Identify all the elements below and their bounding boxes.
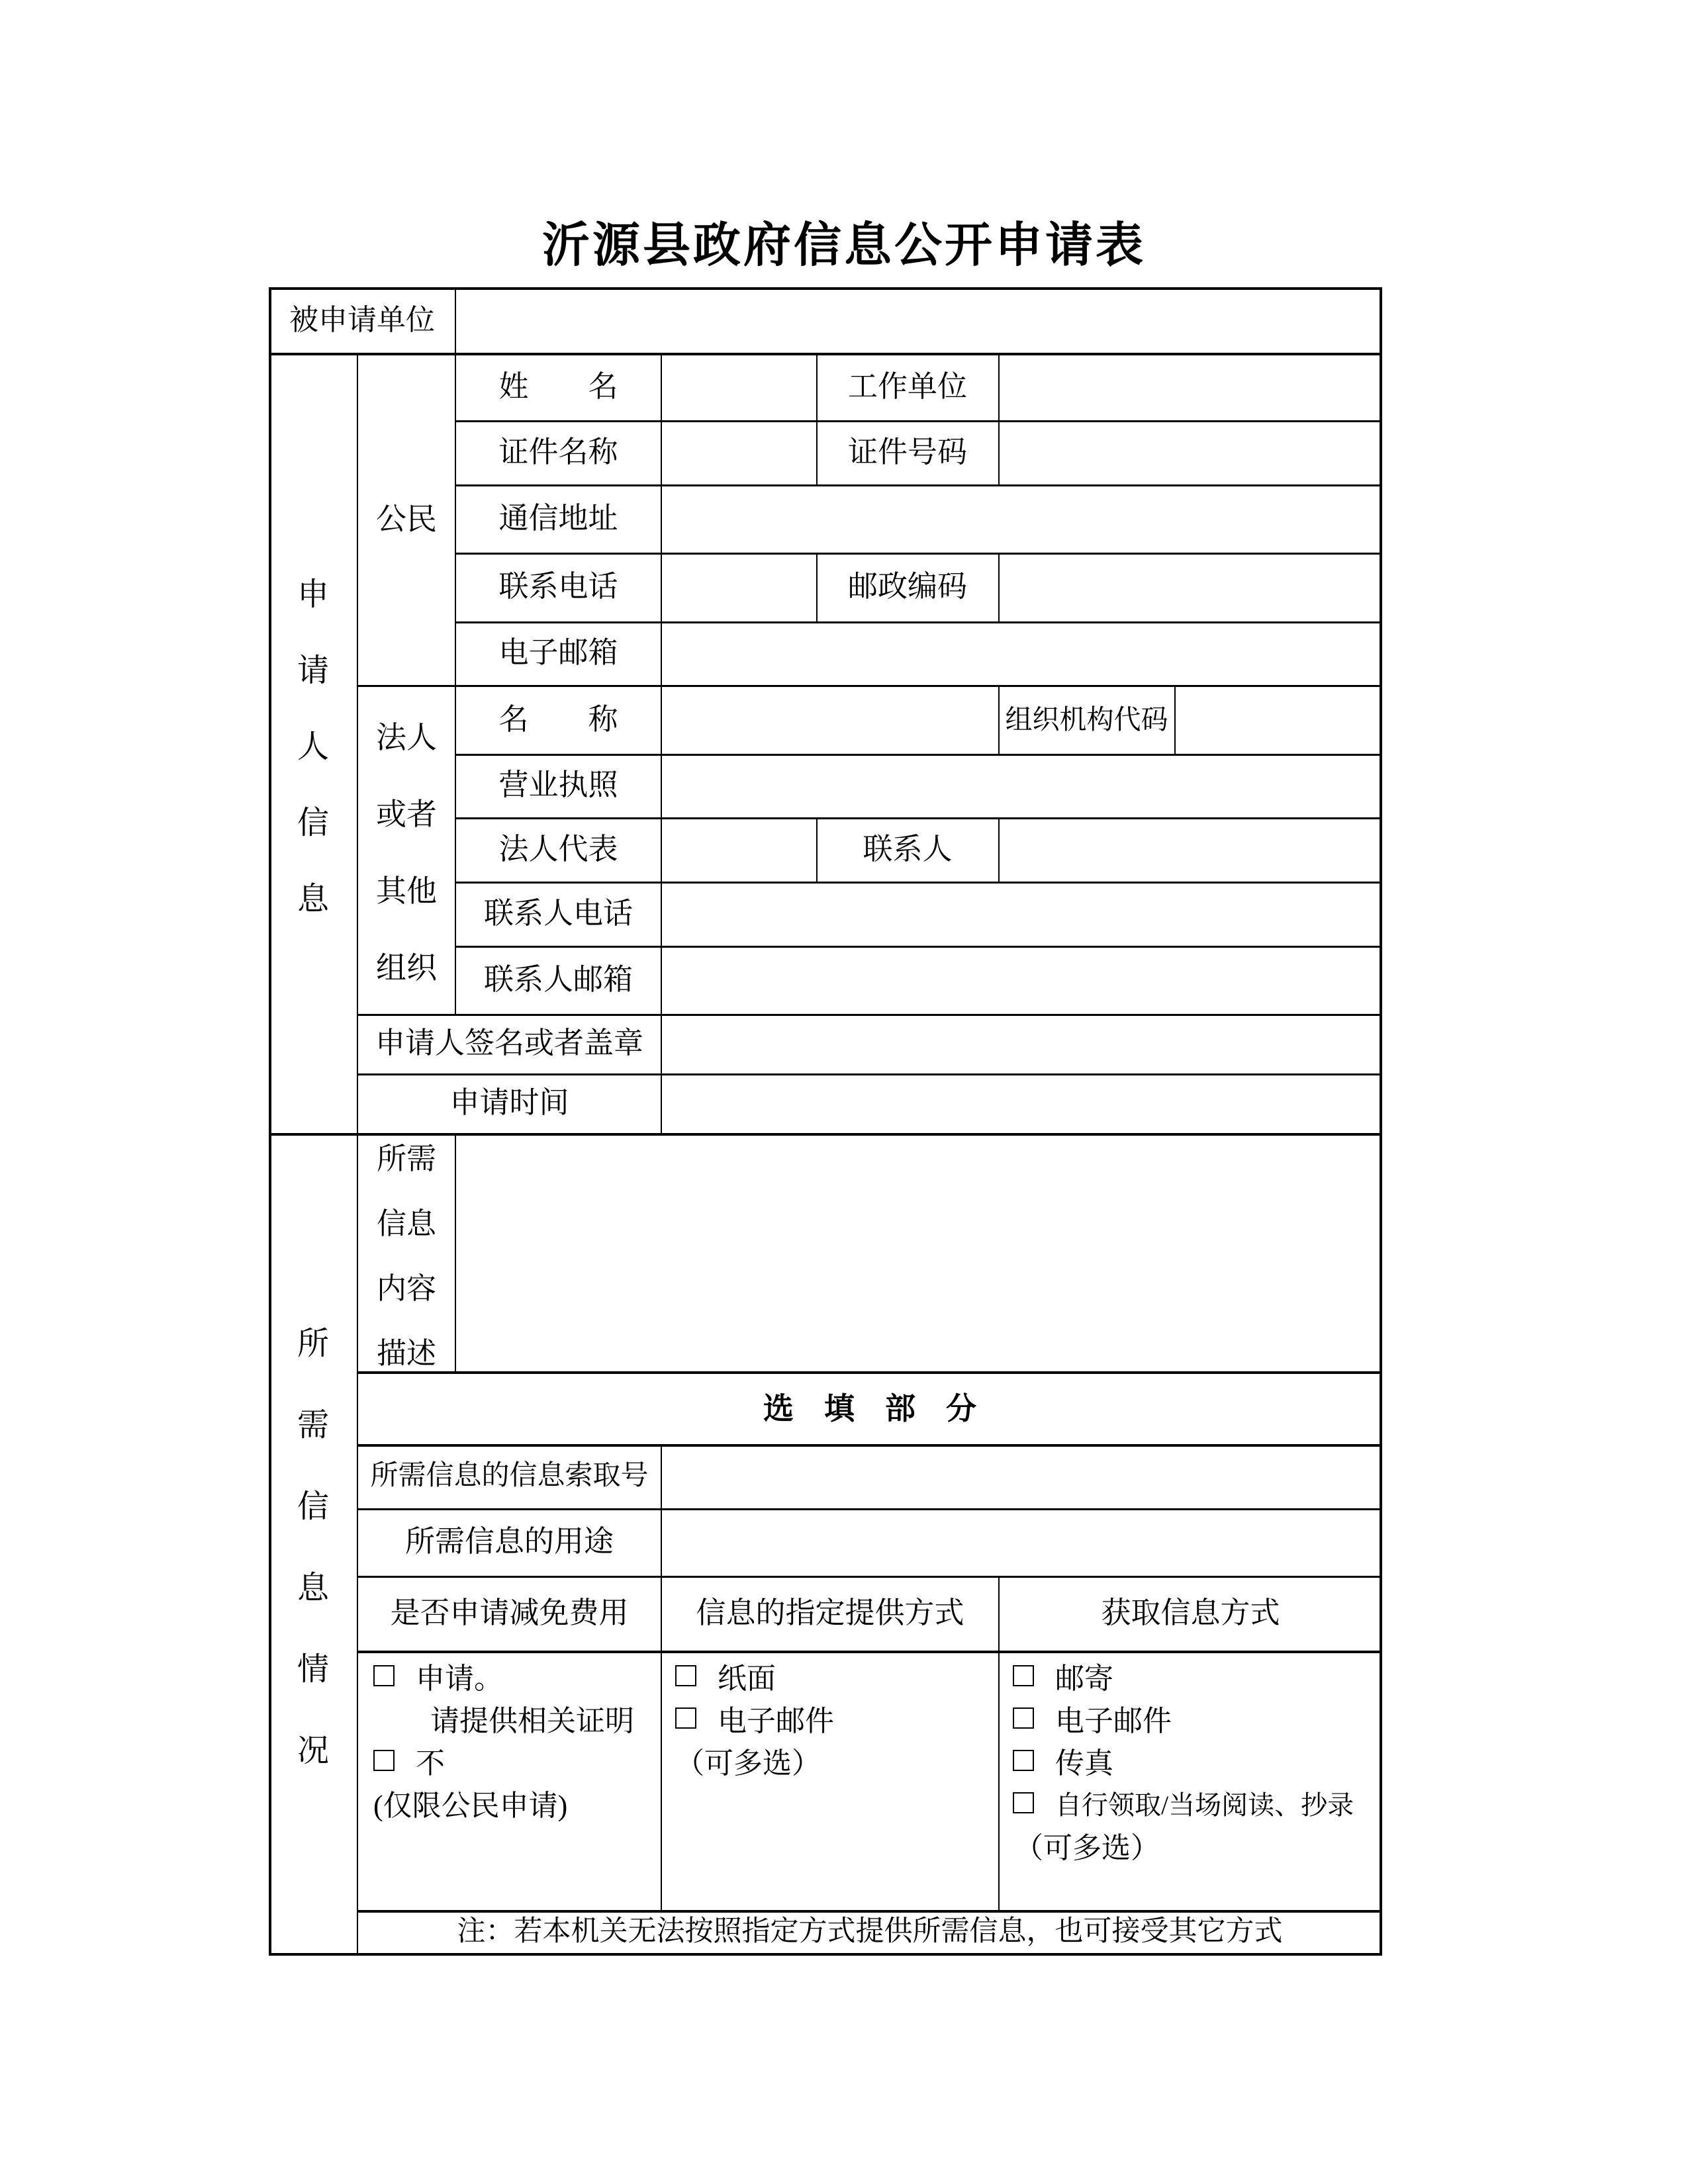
fee-waiver-options xyxy=(373,1655,661,1824)
address-value xyxy=(661,484,1380,553)
postcode-value xyxy=(999,553,1380,621)
cert-no-label: 证件号码 xyxy=(847,435,967,469)
obtain-option-fax: 传真 xyxy=(1013,1739,1113,1782)
applied-unit-value xyxy=(455,289,1380,353)
provide-multi-select-note: （可多选） xyxy=(675,1747,821,1780)
fee-waiver-header: 是否申请减免费用 xyxy=(390,1596,629,1629)
obtain-option-self-pickup: 自行领取/当场阅读、抄录 xyxy=(1013,1782,1354,1824)
checkbox-icon xyxy=(1013,1665,1034,1686)
provide-option-paper: 纸面 xyxy=(675,1655,776,1697)
contact-value xyxy=(999,817,1380,882)
applied-unit-label: 被申请单位 xyxy=(289,304,435,337)
org-name-label: 名 称 xyxy=(498,703,618,737)
fee-option-apply-note: 请提供相关证明 xyxy=(430,1705,634,1737)
org-code-value xyxy=(1176,686,1380,754)
legal-rep-label: 法人代表 xyxy=(498,832,618,866)
checkbox-icon xyxy=(1013,1792,1034,1813)
address-label: 通信地址 xyxy=(498,501,618,535)
checkbox-icon xyxy=(1013,1707,1034,1729)
postcode-label: 邮政编码 xyxy=(847,570,967,604)
index-no-value xyxy=(661,1444,1380,1508)
page-title: 沂源县政府信息公开申请表 xyxy=(541,219,1146,272)
grid-line xyxy=(1380,287,1382,1956)
optional-section-header: 选 填 部 分 xyxy=(763,1391,976,1426)
org-name-value xyxy=(661,686,998,754)
fee-option-apply: 申请。 xyxy=(373,1655,503,1697)
contact-label: 联系人 xyxy=(863,832,953,866)
signature-value xyxy=(661,1014,1380,1073)
name-label: 姓 名 xyxy=(498,370,618,404)
contact-phone-label: 联系人电话 xyxy=(483,896,633,930)
needed-info-section-label: 所 需 信 息 情 况 xyxy=(297,1326,329,1768)
phone-label: 联系电话 xyxy=(498,570,618,604)
contact-email-value xyxy=(661,946,1380,1014)
apply-time-label: 申请时间 xyxy=(449,1086,569,1120)
checkbox-icon xyxy=(373,1665,395,1686)
legal-rep-value xyxy=(661,817,816,882)
purpose-label: 所需信息的用途 xyxy=(404,1525,614,1559)
provide-method-header: 信息的指定提供方式 xyxy=(696,1596,964,1629)
org-code-label: 组织机构代码 xyxy=(1005,704,1168,735)
citizen-label: 公民 xyxy=(376,502,437,536)
checkbox-icon xyxy=(675,1665,696,1686)
contact-email-label: 联系人邮箱 xyxy=(483,962,633,996)
index-no-label: 所需信息的信息索取号 xyxy=(370,1461,649,1492)
apply-time-value xyxy=(661,1073,1380,1133)
cert-name-value xyxy=(661,420,816,484)
content-desc-label: 所需 信息 内容 描述 xyxy=(376,1142,436,1370)
email-label: 电子邮箱 xyxy=(498,636,618,670)
grid-line xyxy=(269,1953,1382,1956)
contact-phone-value xyxy=(661,882,1380,946)
note-text: 注：若本机关无法按照指定方式提供所需信息，也可接受其它方式 xyxy=(457,1915,1283,1947)
legal-org-label: 法人 或者 其他 组织 xyxy=(376,720,437,985)
obtain-multi-select-note: （可多选） xyxy=(1014,1832,1160,1864)
grid-line xyxy=(357,1651,1382,1653)
applicant-info-section-label: 申 请 人 信 息 xyxy=(297,577,329,917)
name-value xyxy=(661,354,816,420)
obtain-method-options xyxy=(1013,1655,1377,1866)
fee-option-citizen-only-note: (仅限公民申请) xyxy=(373,1790,568,1822)
email-value xyxy=(661,621,1380,685)
work-unit-value xyxy=(999,354,1380,420)
checkbox-icon xyxy=(1013,1750,1034,1771)
license-value xyxy=(661,754,1380,817)
cert-name-label: 证件名称 xyxy=(498,435,618,469)
provide-method-options xyxy=(675,1655,993,1782)
fee-option-no: 不 xyxy=(373,1739,445,1782)
signature-label: 申请人签名或者盖章 xyxy=(375,1026,643,1060)
content-desc-value xyxy=(455,1134,1380,1371)
provide-option-email: 电子邮件 xyxy=(675,1697,834,1739)
obtain-option-mail: 邮寄 xyxy=(1013,1655,1113,1697)
obtain-method-header: 获取信息方式 xyxy=(1101,1596,1280,1629)
checkbox-icon xyxy=(373,1750,395,1771)
license-label: 营业执照 xyxy=(498,768,618,802)
work-unit-label: 工作单位 xyxy=(847,370,967,404)
checkbox-icon xyxy=(675,1707,696,1729)
purpose-value xyxy=(661,1508,1380,1576)
cert-no-value xyxy=(999,420,1380,484)
obtain-option-email: 电子邮件 xyxy=(1013,1697,1172,1739)
phone-value xyxy=(661,553,816,621)
